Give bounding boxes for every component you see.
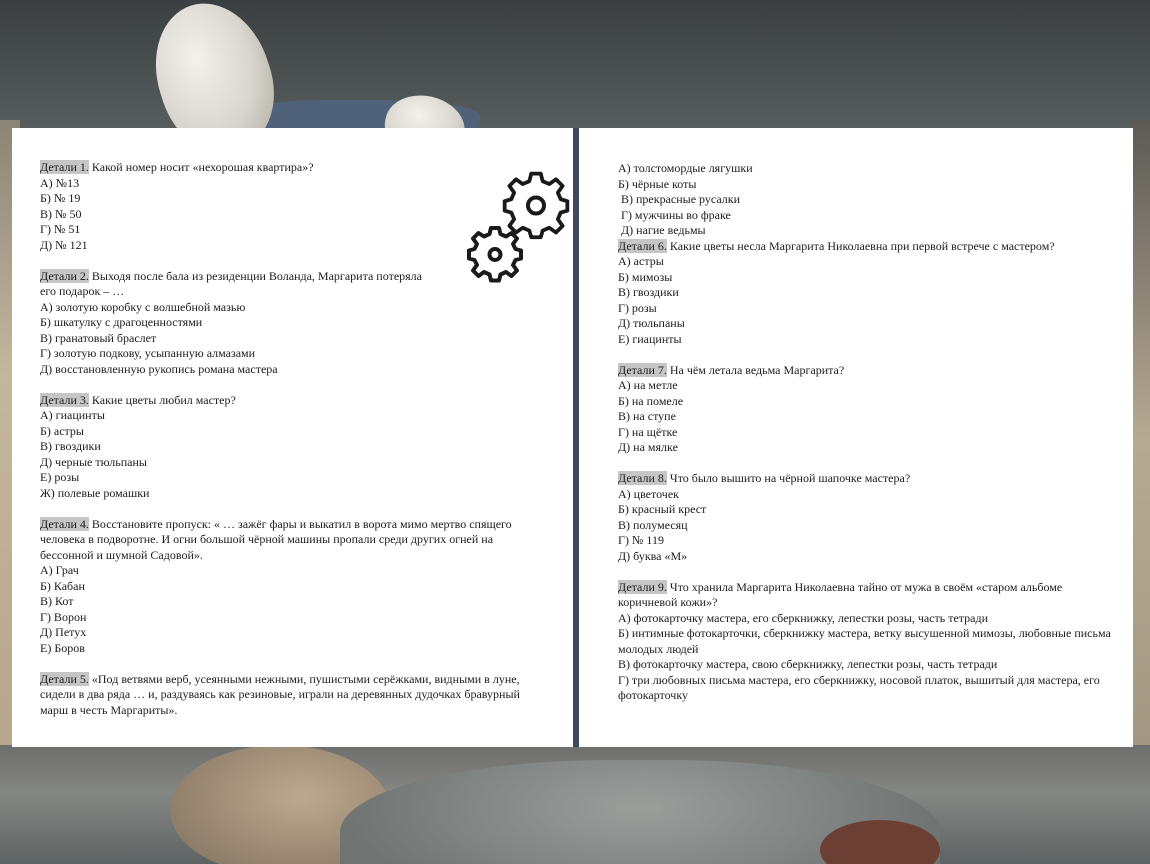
question-1	[40, 160, 533, 253]
answer-option: Б) красный крест	[618, 502, 707, 516]
answer-option: Д) Петух	[40, 625, 87, 639]
answer-option: В) гвоздики	[40, 439, 101, 453]
question-5-options	[618, 161, 1113, 239]
answer-option: Д) на мялке	[618, 440, 678, 454]
answer-option: В) фотокарточку мастера, свою сберкнижку, лепестки розы, часть тетради	[618, 657, 998, 671]
question-text: «Под ветвями верб, усеянными нежными, пушистыми серёжками, видными в луне, сидели в два ряда … и, раздуваясь как резиновые, играли на деревянных дудочках бравурный марш в честь Маргариты».	[40, 671, 520, 717]
answer-option: Г) мужчины во фраке	[621, 207, 731, 222]
question-tag: Детали 3.	[40, 392, 89, 407]
answer-option: Г) на щётке	[618, 424, 678, 439]
answer-option: А) цветочек	[618, 486, 679, 501]
answer-option: Б) астры	[40, 423, 84, 438]
answer-option: А) астры	[618, 254, 664, 268]
answer-option: Б) мимозы	[618, 269, 673, 284]
question-4	[40, 517, 533, 657]
answer-option: Г) Ворон	[40, 609, 87, 624]
answer-option: Г) розы	[618, 300, 657, 315]
question-tag: Детали 5.	[40, 671, 89, 686]
question-tag: Детали 4.	[40, 516, 89, 531]
background-edge-right	[1130, 120, 1150, 760]
gears-icon	[466, 164, 576, 284]
question-7	[618, 363, 1113, 456]
answer-option: В) гвоздики	[618, 285, 679, 299]
answer-option: Г) золотую подкову, усыпанную алмазами	[40, 346, 256, 360]
question-text: Какие цветы несла Маргарита Николаевна при первой встрече с мастером?	[666, 238, 1055, 253]
answer-option: Б) чёрные коты	[618, 176, 697, 191]
answer-option: В) Кот	[40, 594, 74, 608]
answer-option: Д) буква «М»	[618, 548, 688, 563]
answer-option: А) фотокарточку мастера, его сберкнижку, лепестки розы, часть тетради	[618, 610, 989, 625]
answer-option: Д) нагие ведьмы	[621, 223, 706, 237]
answer-option: В) гранатовый браслет	[40, 330, 157, 345]
answer-option: А) №13	[40, 175, 80, 190]
question-text: Что хранила Маргарита Николаевна тайно от мужа в своём «старом альбоме коричневой кожи»?	[618, 579, 1063, 609]
answer-option: А) на метле	[618, 378, 678, 392]
answer-option: Е) Боров	[40, 640, 85, 655]
answer-option: Б) на помеле	[618, 393, 684, 408]
question-5	[40, 672, 533, 719]
answer-option: А) Грач	[40, 563, 79, 577]
question-tag: Детали 8.	[618, 471, 667, 485]
answer-option: А) толстомордые лягушки	[618, 161, 753, 175]
answer-option: Д) черные тюльпаны	[40, 454, 147, 469]
answer-option: Г) № 51	[40, 222, 81, 236]
question-8	[618, 471, 1113, 564]
answer-option: Б) Кабан	[40, 578, 85, 593]
small-gear-icon	[469, 228, 521, 281]
answer-option: Б) шкатулку с драгоценностями	[40, 315, 203, 329]
question-tag: Детали 9.	[618, 579, 667, 594]
question-text: Восстановите пропуск: « … зажёг фары и выкатил в ворота мимо мертво спящего человека в подворотне. И огни большой чёрной машины пропали среди других огней на бессонной и шумной Садовой».	[40, 516, 512, 562]
answer-option: Д) восстановленную рукопись романа мастера	[40, 361, 278, 376]
question-text: Что было вышито на чёрной шапочке мастера?	[666, 471, 911, 485]
answer-option: Д) тюльпаны	[618, 316, 685, 330]
large-gear-icon	[505, 174, 568, 238]
question-tag: Детали 7.	[618, 362, 667, 377]
answer-option: В) на ступе	[618, 409, 676, 423]
answer-option: Б) № 19	[40, 191, 81, 205]
question-9	[618, 580, 1113, 704]
answer-option: Г) № 119	[618, 533, 664, 547]
question-6	[618, 239, 1113, 348]
question-3	[40, 393, 533, 502]
question-tag: Детали 2.	[40, 268, 89, 283]
question-tag: Детали 6.	[618, 238, 667, 253]
answer-option: Б) интимные фотокарточки, сберкнижку мастера, ветку высушенной мимозы, любовные письма молодых людей	[618, 626, 1111, 656]
answer-option: В) прекрасные русалки	[621, 192, 741, 206]
question-text: Какой номер носит «нехорошая квартира»?	[88, 160, 314, 174]
answer-option: А) золотую коробку с волшебной мазью	[40, 299, 246, 314]
answer-option: Д) № 121	[40, 237, 88, 252]
answer-option: А) гиацинты	[40, 408, 105, 422]
answer-option: В) № 50	[40, 206, 82, 221]
question-text: Выходя после бала из резиденции Воланда, Маргарита потеряла его подарок – …	[40, 268, 422, 298]
answer-option: Е) розы	[40, 470, 80, 484]
answer-option: В) полумесяц	[618, 517, 688, 532]
question-text: На чём летала ведьма Маргарита?	[666, 362, 845, 377]
question-text: Какие цветы любил мастер?	[88, 392, 236, 407]
answer-option: Е) гиацинты	[618, 331, 682, 346]
right-page	[579, 128, 1133, 747]
answer-option: Ж) полевые ромашки	[40, 485, 150, 500]
question-tag: Детали 1.	[40, 160, 89, 174]
question-2	[40, 269, 533, 378]
answer-option: Г) три любовных письма мастера, его сберкнижку, носовой платок, вышитый для мастера, его фотокарточку	[618, 672, 1100, 702]
